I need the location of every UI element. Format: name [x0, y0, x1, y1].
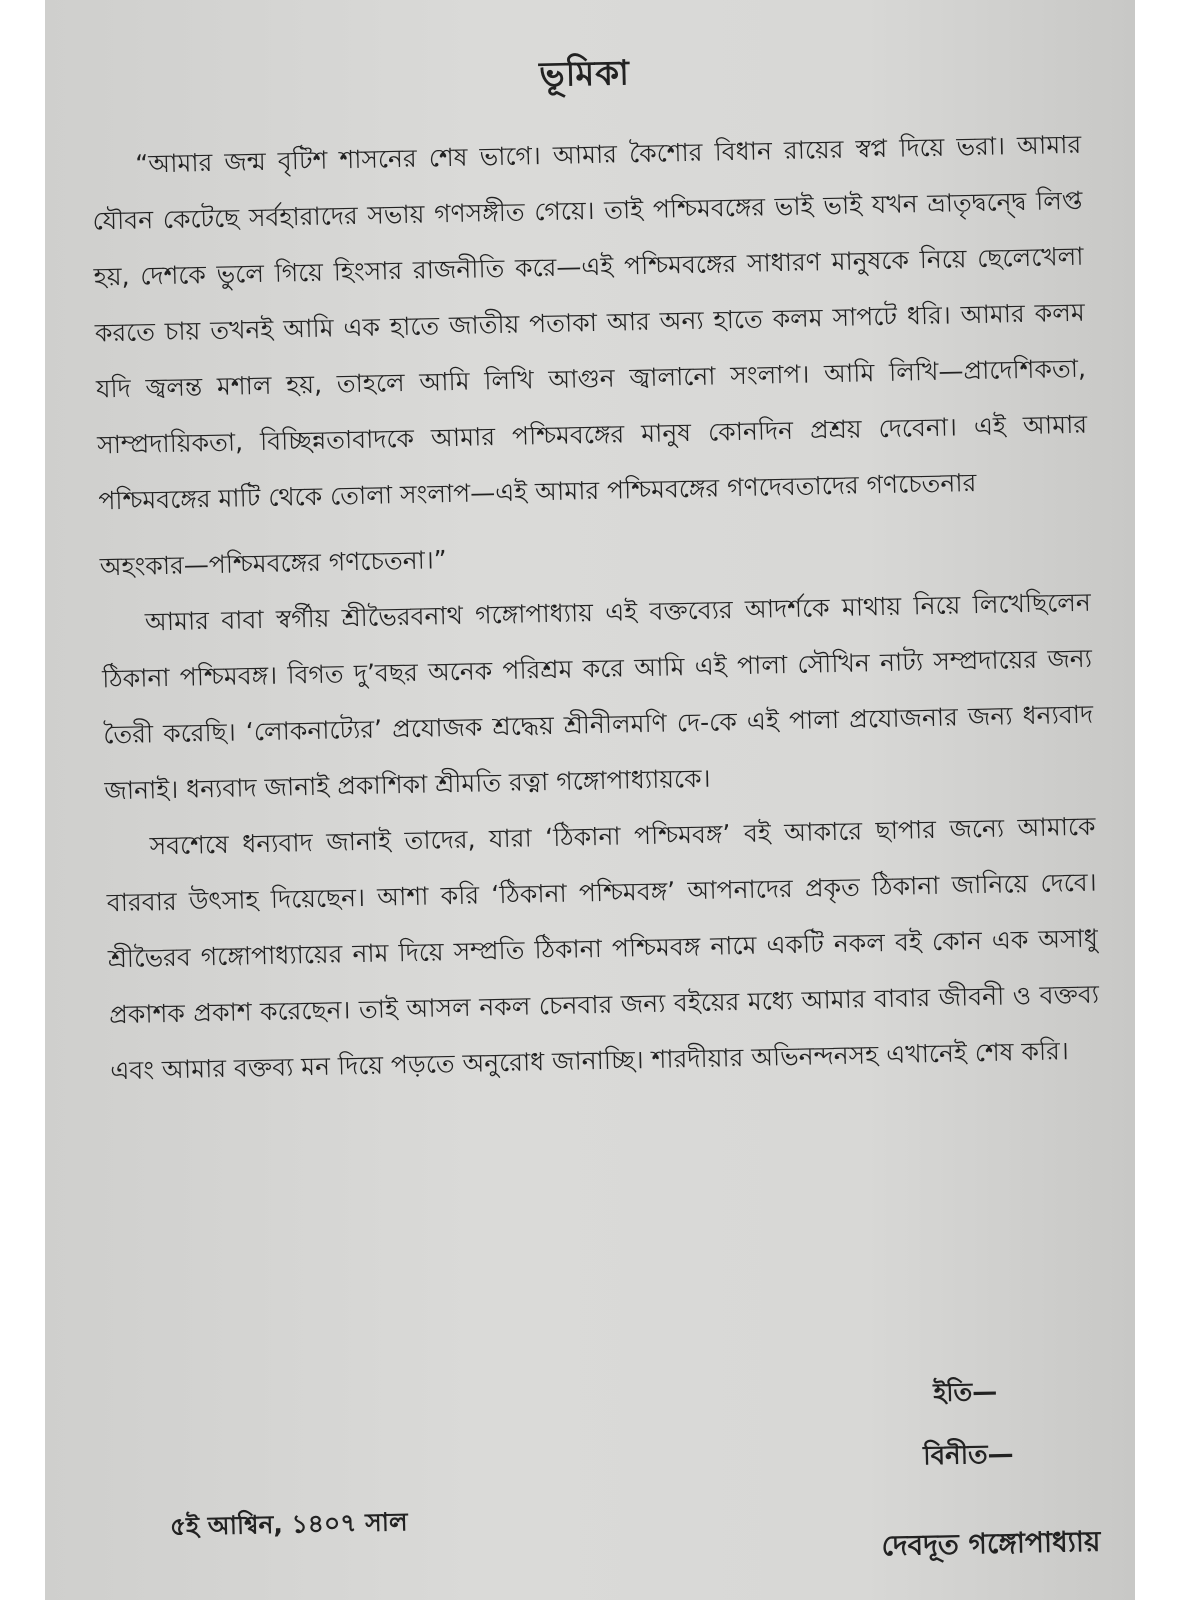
closing-paragraph: সবশেষে ধন্যবাদ জানাই তাদের, যারা ‘ঠিকানা পশ্চিমবঙ্গ’ বই আকারে ছাপার জন্যে আমাকে বারবার উৎসাহ দিয়েছেন। আশা করি ‘ঠিকানা পশ্চিমবঙ্গ’ আপনাদের প্রকৃত ঠিকানা জানিয়ে দেবে। শ্রীভৈরব গঙ্গোপাধ্যায়ের নাম দিয়ে সম্প্রতি ঠিকানা পশ্চিমবঙ্গ নামে একটি নকল বই কোন এক অসাধু প্রকাশক প্রকাশ করেছেন। তাই আসল নকল চেনবার জন্য বইয়ের মধ্যে আমার বাবার জীবনী ও বক্তব্য এবং আমার বক্তব্য মন দিয়ে পড়তে অনুরোধ জানাচ্ছি। শারদীয়ার অভিনন্দনসহ এখানেই শেষ করি। — [106, 811, 1100, 1086]
page-title: ভূমিকা — [538, 53, 631, 96]
scanned-page — [45, 0, 1135, 1600]
footer-block — [117, 1370, 1111, 1571]
author-signature: দেবদূত গঙ্গোপাধ্যায় — [881, 1524, 1101, 1563]
quote-ending: অহংকার—পশ্চিমবঙ্গের গণচেতনা।” — [99, 545, 448, 582]
page-content — [89, 30, 1111, 1590]
closing-word: ইতি— — [933, 1376, 998, 1408]
quote-paragraph: “আমার জন্ম বৃটিশ শাসনের শেষ ভাগে। আমার কৈশোর বিধান রায়ের স্বপ্ন দিয়ে ভরা। আমার যৌবন কেটেছে সর্বহারাদের সভায় গণসঙ্গীত গেয়ে। তাই পশ্চিমবঙ্গের ভাই ভাই যখন ভ্রাতৃদ্বন্দ্বে লিপ্ত হয়, দেশকে ভুলে গিয়ে হিংসার রাজনীতি করে—এই পশ্চিমবঙ্গের সাধারণ মানুষকে নিয়ে ছেলেখেলা করতে চায় তখনই আমি এক হাতে জাতীয় পতাকা আর অন্য হাতে কলম সাপটে ধরি। আমার কলম যদি জ্বলন্ত মশাল হয়, তাহলে আমি লিখি আগুন জ্বালানো সংলাপ। আমি লিখি—প্রাদেশিকতা, সাম্প্রদায়িকতা, বিচ্ছিন্নতাবাদকে আমার পশ্চিমবঙ্গের মানুষ কোনদিন প্রশ্রয় দেবেনা। এই আমার পশ্চিমবঙ্গের মাটি থেকে তোলা সংলাপ—এই আমার পশ্চিমবঙ্গের গণদেবতাদের গণচেতনার — [92, 129, 1088, 516]
valediction: বিনীত— — [922, 1439, 1014, 1472]
date-line: ৫ই আশ্বিন, ১৪০৭ সাল — [169, 1507, 408, 1542]
acknowledgement-paragraph: আমার বাবা স্বর্গীয় শ্রীভৈরবনাথ গঙ্গোপাধ্যায় এই বক্তব্যের আদর্শকে মাথায় নিয়ে লিখেছিলেন ঠিকানা পশ্চিমবঙ্গ। বিগত দু’বছর অনেক পরিশ্রম করে আমি এই পালা সৌখিন নাট্য সম্প্রদায়ের জন্য তৈরী করেছি। ‘লোকনাট্যের’ প্রযোজক শ্রদ্ধেয় শ্রীনীলমণি দে-কে এই পালা প্রযোজনার জন্য ধন্যবাদ জানাই। ধন্যবাদ জানাই প্রকাশিকা শ্রীমতি রত্না গঙ্গোপাধ্যায়কে। — [101, 587, 1094, 806]
